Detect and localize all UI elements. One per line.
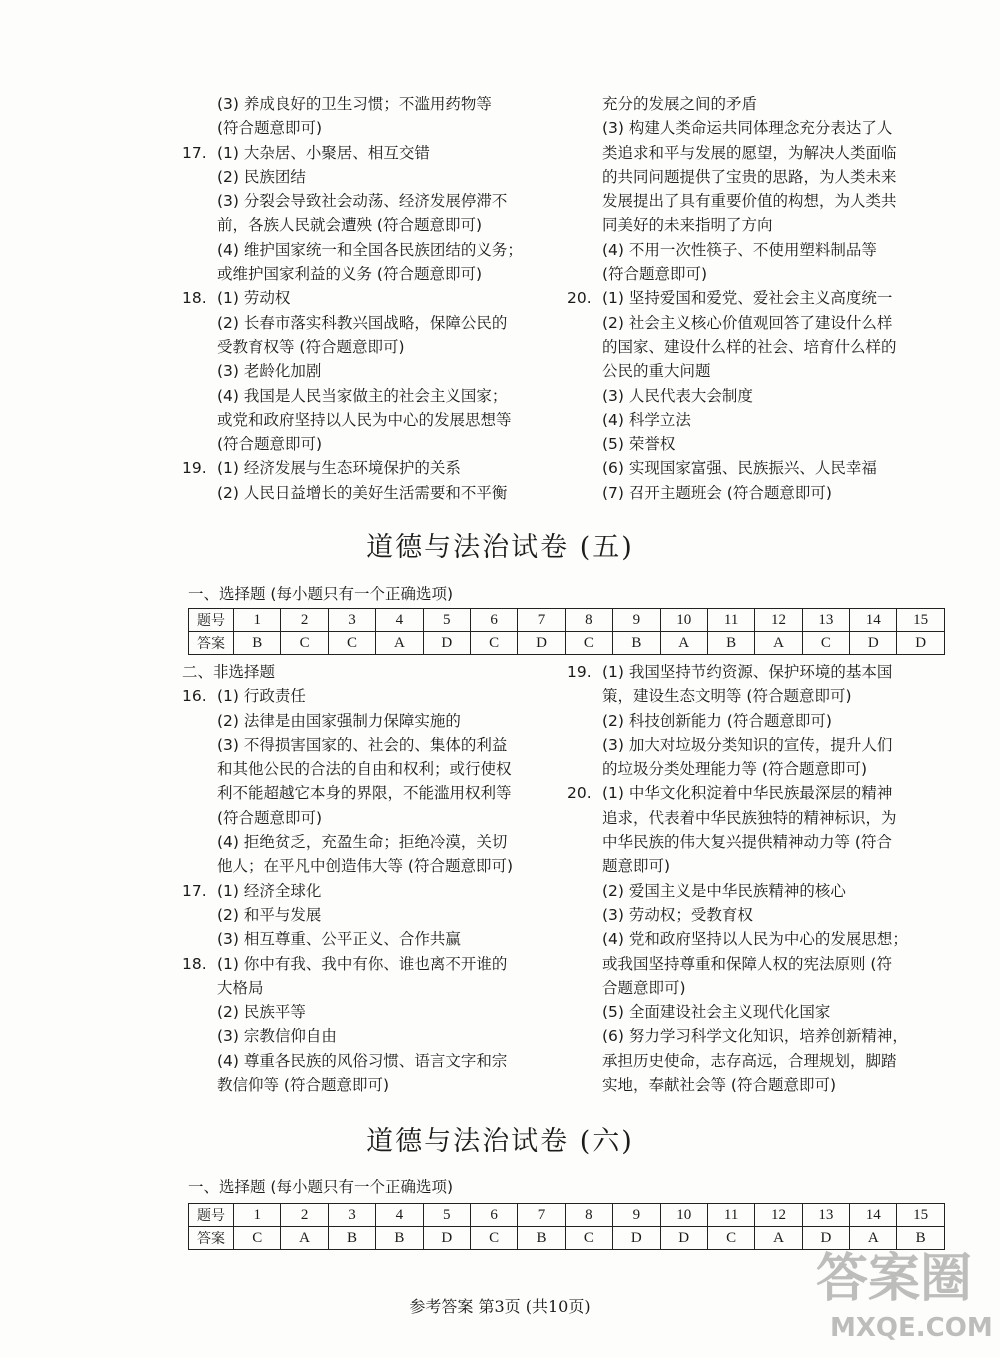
answer-line bbox=[182, 384, 562, 408]
answer-text: (2) 爱国主义是中华民族精神的核心 bbox=[602, 881, 846, 900]
answer-line bbox=[182, 684, 562, 708]
top-left-column bbox=[182, 92, 562, 505]
answer-text: (3) 构建人类命运共同体理念充分表达了人 bbox=[602, 119, 893, 138]
answer-text: (3) 不得损害国家的、社会的、集体的利益 bbox=[217, 735, 508, 754]
answer-line bbox=[567, 733, 947, 757]
question-number: 2 bbox=[281, 1204, 328, 1227]
answer-cell: D bbox=[897, 632, 944, 655]
answer-text: (4) 不用一次性筷子、不使用塑料制品等 bbox=[602, 240, 877, 259]
answer-text: (1) 经济发展与生态环境保护的关系 bbox=[217, 459, 461, 478]
answer-text: (1) 中华文化积淀着中华民族最深层的精神 bbox=[602, 784, 893, 803]
answer-text: 类追求和平与发展的愿望，为解决人类面临 bbox=[602, 143, 897, 162]
answer-text: (2) 社会主义核心价值观回答了建设什么样 bbox=[602, 313, 893, 332]
answer-text: (3) 相互尊重、公平正义、合作共赢 bbox=[217, 930, 461, 949]
answer-text: (6) 努力学习科学文化知识，培养创新精神， bbox=[602, 1027, 908, 1046]
question-number: 9 bbox=[613, 1204, 660, 1227]
answer-line bbox=[182, 879, 562, 903]
answer-text: 前，各族人民就会遭殃 (符合题意即可) bbox=[217, 216, 483, 235]
question-number: 8 bbox=[565, 609, 612, 632]
question-number: 1 bbox=[234, 1204, 281, 1227]
answer-line bbox=[567, 952, 947, 976]
answer-line bbox=[182, 456, 562, 480]
answer-line bbox=[182, 262, 562, 286]
answer-line bbox=[567, 830, 947, 854]
answer-text: (3) 宗教信仰自由 bbox=[217, 1027, 337, 1046]
exam5-answer-table bbox=[188, 608, 945, 655]
answer-line bbox=[567, 311, 947, 335]
question-number: 11 bbox=[707, 1204, 754, 1227]
answer-text: (1) 坚持爱国和爱党、爱社会主义高度统一 bbox=[602, 289, 893, 308]
answer-line bbox=[567, 213, 947, 237]
answer-text: 的共同问题提供了宝贵的思路，为人类未来 bbox=[602, 167, 897, 186]
answer-line bbox=[182, 1073, 562, 1097]
answer-text: (3) 老龄化加剧 bbox=[217, 362, 322, 381]
answer-cell: D bbox=[850, 632, 897, 655]
answer-cell: D bbox=[423, 1227, 470, 1250]
question-number-label: 19. bbox=[567, 663, 592, 681]
question-number: 13 bbox=[802, 609, 849, 632]
question-number: 10 bbox=[660, 609, 707, 632]
answer-line bbox=[182, 311, 562, 335]
row-label: 题号 bbox=[189, 1204, 234, 1227]
answer-line bbox=[567, 684, 947, 708]
answer-text: 追求，代表着中华民族独特的精神标识，为 bbox=[602, 808, 897, 827]
answer-text: (2) 和平与发展 bbox=[217, 905, 322, 924]
answer-line bbox=[567, 408, 947, 432]
answer-text: (4) 拒绝贫乏，充盈生命；拒绝冷漠，关切 bbox=[217, 833, 508, 852]
answer-text: 充分的发展之间的矛盾 bbox=[602, 95, 758, 113]
section-heading: 二、非选择题 bbox=[182, 663, 276, 681]
page-footer: 参考答案 第3页 (共10页) bbox=[409, 1297, 591, 1316]
answer-text: (4) 党和政府坚持以人民为中心的发展思想； bbox=[602, 930, 908, 949]
exam5-section1-heading: 一、选择题 (每小题只有一个正确选项) bbox=[188, 585, 454, 603]
answer-text: (2) 长春市落实科教兴国战略，保障公民的 bbox=[217, 313, 508, 332]
answer-text: (1) 你中有我、我中有你、谁也离不开谁的 bbox=[217, 954, 508, 973]
answer-line bbox=[567, 660, 947, 684]
answer-text: 承担历史使命，志存高远，合理规划，脚踏 bbox=[602, 1051, 897, 1070]
question-number: 8 bbox=[565, 1204, 612, 1227]
answer-text: (7) 召开主题班会 (符合题意即可) bbox=[602, 483, 832, 502]
question-number: 12 bbox=[755, 1204, 802, 1227]
answer-line bbox=[182, 213, 562, 237]
question-number-label: 17. bbox=[182, 881, 207, 900]
answer-line bbox=[182, 335, 562, 359]
answer-text: (3) 加大对垃圾分类知识的宣传，提升人们 bbox=[602, 735, 893, 754]
answer-cell: D bbox=[613, 1227, 660, 1250]
answer-cell: C bbox=[565, 1227, 612, 1250]
answer-text: (3) 养成良好的卫生习惯；不滥用药物等 bbox=[217, 95, 492, 113]
answer-line bbox=[567, 384, 947, 408]
question-number: 11 bbox=[707, 609, 754, 632]
answer-text: (4) 科学立法 bbox=[602, 410, 691, 429]
answer-text: 合题意即可) bbox=[602, 978, 686, 997]
answer-cell: D bbox=[518, 632, 565, 655]
answer-line bbox=[567, 189, 947, 213]
answer-line bbox=[182, 952, 562, 976]
answer-text: (5) 全面建设社会主义现代化国家 bbox=[602, 1003, 831, 1022]
question-number-label: 18. bbox=[182, 289, 207, 308]
exam5-right-column bbox=[567, 660, 947, 1097]
question-number: 2 bbox=[281, 609, 328, 632]
answer-text: 利不能超越它本身的界限，不能滥用权利等 bbox=[217, 784, 512, 803]
answer-text: 策，建设生态文明等 (符合题意即可) bbox=[602, 687, 852, 706]
answer-text: 发展提出了具有重要价值的构想，为人类共 bbox=[602, 192, 897, 211]
answer-line bbox=[567, 927, 947, 951]
answer-text: (符合题意即可) bbox=[217, 119, 323, 138]
question-number: 7 bbox=[518, 609, 565, 632]
question-number: 10 bbox=[660, 1204, 707, 1227]
answer-text: (4) 维护国家统一和全国各民族团结的义务； bbox=[217, 240, 523, 259]
answer-text: (2) 民族平等 bbox=[217, 1003, 306, 1022]
question-number: 13 bbox=[802, 1204, 849, 1227]
answer-cell: B bbox=[518, 1227, 565, 1250]
question-number: 7 bbox=[518, 1204, 565, 1227]
answer-line bbox=[182, 660, 562, 684]
answer-line bbox=[567, 879, 947, 903]
answer-line bbox=[567, 432, 947, 456]
answer-line bbox=[182, 830, 562, 854]
answer-text: 他人；在平凡中创造伟大等 (符合题意即可) bbox=[217, 857, 514, 876]
answer-text: (2) 科技创新能力 (符合题意即可) bbox=[602, 711, 832, 730]
answer-line bbox=[567, 92, 947, 116]
answer-line bbox=[567, 709, 947, 733]
answer-cell: D bbox=[802, 1227, 849, 1250]
answer-cell: C bbox=[470, 1227, 517, 1250]
answer-cell: B bbox=[376, 1227, 423, 1250]
answer-line bbox=[182, 854, 562, 878]
answer-line bbox=[567, 976, 947, 1000]
answer-line bbox=[182, 92, 562, 116]
answer-line bbox=[567, 165, 947, 189]
answer-text: (1) 大杂居、小聚居、相互交错 bbox=[217, 143, 430, 162]
question-number-label: 19. bbox=[182, 459, 207, 478]
answer-text: (2) 人民日益增长的美好生活需要和不平衡 bbox=[217, 483, 508, 502]
answer-text: (1) 我国坚持节约资源、保护环境的基本国 bbox=[602, 663, 893, 681]
answer-text: (符合题意即可) bbox=[217, 435, 323, 454]
answer-line bbox=[567, 903, 947, 927]
answer-line bbox=[567, 116, 947, 140]
answer-line bbox=[567, 481, 947, 505]
answer-line bbox=[182, 927, 562, 951]
answer-line bbox=[182, 1000, 562, 1024]
answer-line bbox=[182, 806, 562, 830]
answer-text: (2) 法律是由国家强制力保障实施的 bbox=[217, 711, 461, 730]
answer-cell: A bbox=[376, 632, 423, 655]
answer-text: 的垃圾分类处理能力等 (符合题意即可) bbox=[602, 760, 868, 779]
answer-text: (符合题意即可) bbox=[602, 265, 708, 284]
answer-text: (1) 行政责任 bbox=[217, 687, 306, 706]
exam6-title: 道德与法治试卷 (六) bbox=[366, 1126, 634, 1157]
exam5-number-row bbox=[189, 609, 945, 632]
exam5-title: 道德与法治试卷 (五) bbox=[366, 532, 634, 563]
answer-cell: B bbox=[328, 1227, 375, 1250]
answer-line bbox=[182, 165, 562, 189]
question-number: 5 bbox=[423, 609, 470, 632]
answer-text: 受教育权等 (符合题意即可) bbox=[217, 337, 405, 356]
answer-text: (3) 劳动权；受教育权 bbox=[602, 905, 753, 924]
watermark-logo bbox=[808, 1218, 998, 1348]
answer-line bbox=[567, 286, 947, 310]
question-number: 4 bbox=[376, 609, 423, 632]
answer-text: (4) 尊重各民族的风俗习惯、语言文字和宗 bbox=[217, 1051, 508, 1070]
answer-line bbox=[182, 1024, 562, 1048]
answer-line bbox=[567, 1024, 947, 1048]
answer-text: 教信仰等 (符合题意即可) bbox=[217, 1076, 390, 1095]
answer-line bbox=[567, 359, 947, 383]
answer-text: 大格局 bbox=[217, 978, 264, 997]
answer-line bbox=[182, 757, 562, 781]
answer-line bbox=[567, 1049, 947, 1073]
answer-line bbox=[182, 359, 562, 383]
answer-text: 或我国坚持尊重和保障人权的宪法原则 (符 bbox=[602, 954, 892, 973]
answer-cell: C bbox=[234, 1227, 281, 1250]
question-number: 15 bbox=[897, 1204, 944, 1227]
question-number-label: 20. bbox=[567, 784, 592, 803]
answer-line bbox=[182, 1049, 562, 1073]
answer-cell: A bbox=[850, 1227, 897, 1250]
answer-line bbox=[567, 1073, 947, 1097]
answer-line bbox=[182, 238, 562, 262]
question-number: 3 bbox=[328, 609, 375, 632]
answer-text: (1) 经济全球化 bbox=[217, 881, 322, 900]
answer-line bbox=[182, 976, 562, 1000]
exam5-answer-row bbox=[189, 632, 945, 655]
answer-line bbox=[567, 1000, 947, 1024]
question-number: 15 bbox=[897, 609, 944, 632]
answer-text: 的国家、建设什么样的社会、培育什么样的 bbox=[602, 337, 897, 356]
answer-line bbox=[567, 854, 947, 878]
answer-line bbox=[182, 189, 562, 213]
question-number: 14 bbox=[850, 1204, 897, 1227]
answer-line bbox=[182, 116, 562, 140]
answer-line bbox=[567, 757, 947, 781]
question-number: 12 bbox=[755, 609, 802, 632]
answer-text: (6) 实现国家富强、民族振兴、人民幸福 bbox=[602, 459, 877, 478]
question-number-label: 17. bbox=[182, 143, 207, 162]
question-number: 4 bbox=[376, 1204, 423, 1227]
answer-line bbox=[567, 141, 947, 165]
answer-text: 公民的重大问题 bbox=[602, 362, 711, 381]
question-number-label: 20. bbox=[567, 289, 592, 308]
answer-line bbox=[567, 456, 947, 480]
answer-line bbox=[182, 903, 562, 927]
exam5-left-column bbox=[182, 660, 562, 1097]
answer-text: 或党和政府坚持以人民为中心的发展思想等 bbox=[217, 410, 512, 429]
answer-cell: A bbox=[660, 632, 707, 655]
question-number: 9 bbox=[613, 609, 660, 632]
answer-cell: D bbox=[660, 1227, 707, 1250]
exam6-section1-heading: 一、选择题 (每小题只有一个正确选项) bbox=[188, 1178, 454, 1196]
answer-line bbox=[182, 432, 562, 456]
answer-line bbox=[182, 286, 562, 310]
watermark-url: MXQE.COM bbox=[830, 1313, 993, 1343]
answer-line bbox=[567, 781, 947, 805]
answer-cell: D bbox=[423, 632, 470, 655]
answer-line bbox=[567, 335, 947, 359]
answer-text: 中华民族的伟大复兴提供精神动力等 (符合 bbox=[602, 833, 892, 852]
question-number-label: 18. bbox=[182, 954, 207, 973]
answer-text: 题意即可) bbox=[602, 857, 671, 876]
answer-cell: C bbox=[328, 632, 375, 655]
answer-text: 和其他公民的合法的自由和权利；或行使权 bbox=[217, 760, 512, 779]
answer-cell: C bbox=[565, 632, 612, 655]
question-number: 5 bbox=[423, 1204, 470, 1227]
answer-text: (3) 人民代表大会制度 bbox=[602, 386, 753, 405]
answer-cell: A bbox=[755, 1227, 802, 1250]
question-number: 6 bbox=[470, 609, 517, 632]
row-label: 题号 bbox=[189, 609, 234, 632]
answer-line bbox=[567, 262, 947, 286]
answer-text: (5) 荣誉权 bbox=[602, 435, 676, 454]
answer-line bbox=[567, 806, 947, 830]
answer-text: (符合题意即可) bbox=[217, 808, 323, 827]
row-label: 答案 bbox=[189, 632, 234, 655]
question-number: 14 bbox=[850, 609, 897, 632]
answer-line bbox=[182, 141, 562, 165]
watermark-text: 答案圈 bbox=[816, 1249, 973, 1309]
answer-text: 或维护国家利益的义务 (符合题意即可) bbox=[217, 265, 483, 284]
answer-line bbox=[182, 408, 562, 432]
answer-cell: B bbox=[613, 632, 660, 655]
answer-text: 同美好的未来指明了方向 bbox=[602, 216, 773, 235]
answer-cell: B bbox=[234, 632, 281, 655]
answer-line bbox=[182, 481, 562, 505]
answer-line bbox=[182, 733, 562, 757]
row-label: 答案 bbox=[189, 1227, 234, 1250]
answer-cell: A bbox=[281, 1227, 328, 1250]
question-number: 3 bbox=[328, 1204, 375, 1227]
answer-text: 实地，奉献社会等 (符合题意即可) bbox=[602, 1076, 837, 1095]
answer-cell: B bbox=[897, 1227, 944, 1250]
answer-line bbox=[182, 709, 562, 733]
answer-cell: C bbox=[707, 1227, 754, 1250]
answer-cell: C bbox=[802, 632, 849, 655]
question-number-label: 16. bbox=[182, 687, 207, 706]
answer-cell: C bbox=[281, 632, 328, 655]
answer-line bbox=[182, 781, 562, 805]
question-number: 6 bbox=[470, 1204, 517, 1227]
answer-text: (1) 劳动权 bbox=[217, 289, 291, 308]
question-number: 1 bbox=[234, 609, 281, 632]
top-right-column bbox=[567, 92, 947, 505]
answer-text: (2) 民族团结 bbox=[217, 167, 306, 186]
answer-line bbox=[567, 238, 947, 262]
answer-cell: C bbox=[470, 632, 517, 655]
answer-text: (3) 分裂会导致社会动荡、经济发展停滞不 bbox=[217, 192, 508, 211]
answer-text: (4) 我国是人民当家做主的社会主义国家； bbox=[217, 386, 508, 405]
answer-cell: A bbox=[755, 632, 802, 655]
answer-cell: B bbox=[707, 632, 754, 655]
